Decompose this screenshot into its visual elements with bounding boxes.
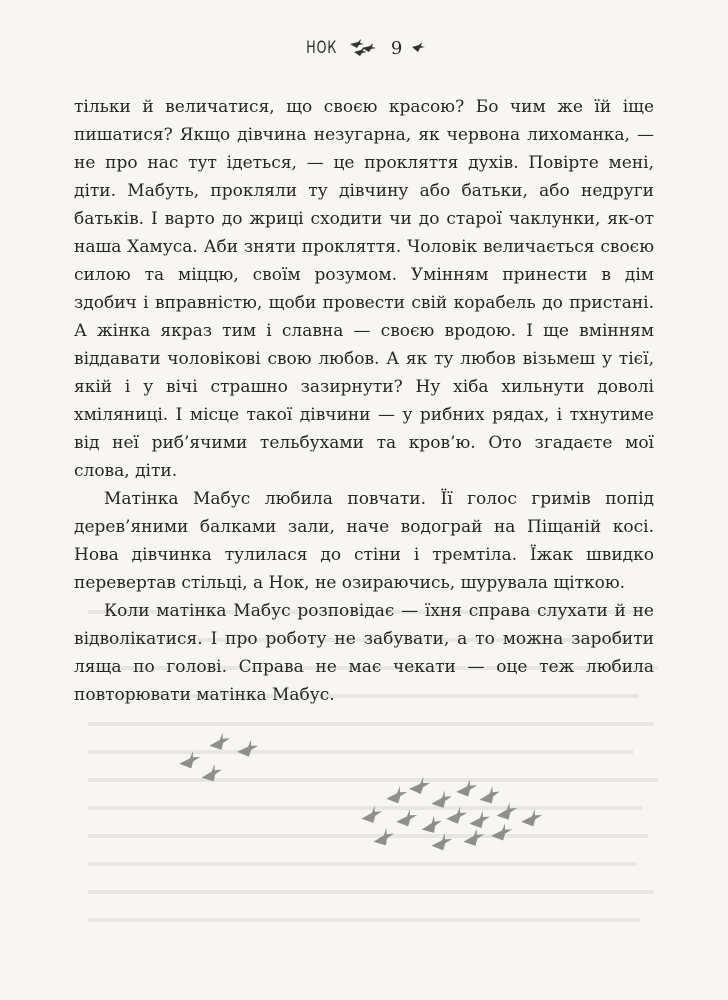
running-title: НОК — [305, 38, 337, 58]
paragraph-2: Матінка Мабус любила повчати. Її голос гримів попід дерев’яними балками зали, наче водограй на Піщаній косі. Нова дівчинка тулилася до стіни і тремтіла. Їжак швидко перевертав стільці, а Нок, не озираючись, шурувала щіткою. — [74, 489, 654, 593]
paragraph-1: тільки й величатися, що своєю красою? Бо чим же їй іще пишатися? Якщо дівчина незугарна, як червона лихоманка, — не про нас тут ідеться, — це прокляття духів. Повірте мені, діти. Мабуть, прокляли ту дівчину або батьки, або недруги батьків. І варто до жриці сходити чи до старої чаклунки, як-от наша Хамуса. Аби зняти прокляття. Чоловік величається своєю силою та міццю, своїм розумом. Умінням принести в дім здобич і вправністю, щоби провести свій корабель до пристані. А жінка якраз тим і славна — своєю вродою. І ще вмінням віддавати чоловікові свою любов. А як ту любов візьмеш у тієї, якій і у вічі страшно зазирнути? Ну хіба хильнути доволі хміляниці. І місце такої дівчини — у рибних рядах, і тхнутиме від неї риб’ячими тельбухами та кров’ю. Ото згадаєте мої слова, діти. — [74, 97, 654, 481]
page-number: 9 — [390, 37, 403, 59]
paragraph-3: Коли матінка Мабус розповідає — їхня справа слухати й не відволікатися. І про роботу не забувати, а то можна заробити ляща по голові. Справа не має чекати — оце теж любила повторювати матінка Мабус. — [74, 601, 654, 705]
